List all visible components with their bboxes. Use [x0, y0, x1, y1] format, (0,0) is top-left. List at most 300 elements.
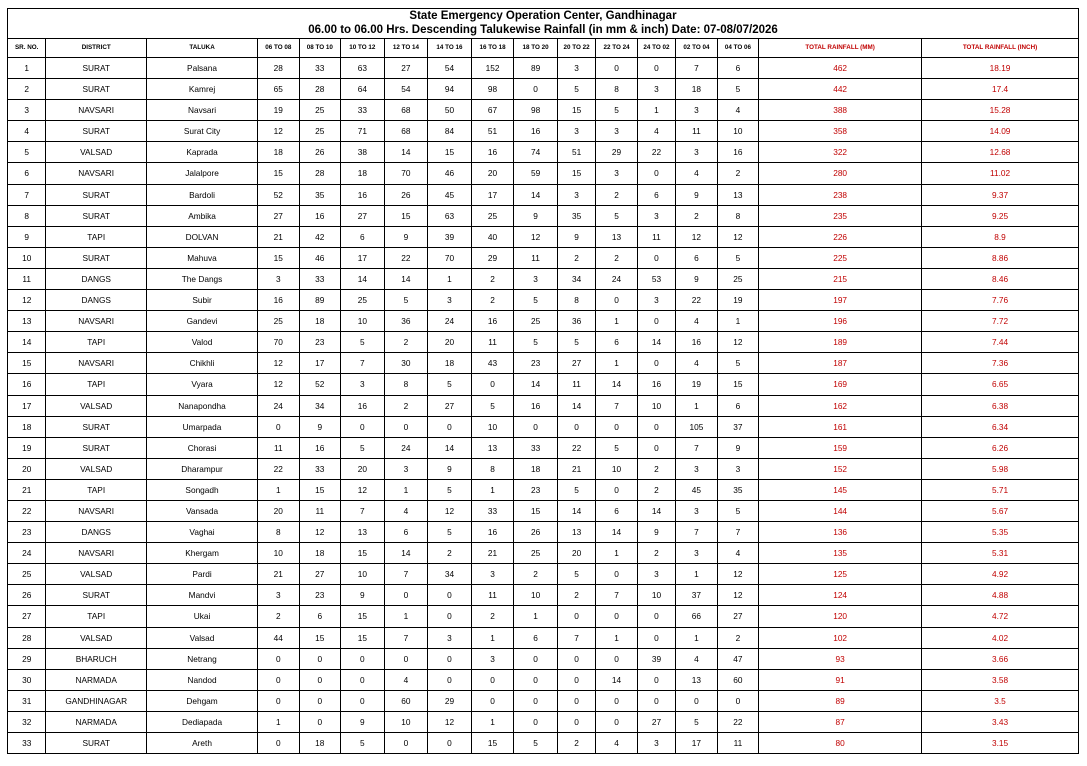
cell-h22-24: 1 [596, 353, 638, 374]
table-row [8, 711, 1079, 732]
cell-taluka: Mandvi [147, 585, 258, 606]
cell-h14-16: 54 [428, 58, 472, 79]
table-row [8, 79, 1079, 100]
cell-total-inch: 3.43 [922, 711, 1079, 732]
cell-h06-08: 8 [258, 522, 300, 543]
cell-sr-no: 4 [8, 121, 46, 142]
cell-h08-10: 0 [299, 648, 341, 669]
cell-h04-06: 2 [717, 163, 759, 184]
cell-h08-10: 28 [299, 163, 341, 184]
cell-h12-14: 2 [384, 395, 428, 416]
cell-h18-20: 11 [514, 247, 558, 268]
cell-h24-02: 0 [637, 416, 675, 437]
cell-h22-24: 8 [596, 79, 638, 100]
cell-h10-12: 10 [341, 311, 385, 332]
cell-total-mm: 89 [759, 690, 922, 711]
cell-sr-no: 14 [8, 332, 46, 353]
cell-h08-10: 18 [299, 543, 341, 564]
cell-h10-12: 33 [341, 100, 385, 121]
cell-h14-16: 34 [428, 564, 472, 585]
cell-h24-02: 22 [637, 142, 675, 163]
cell-h22-24: 14 [596, 669, 638, 690]
cell-h02-04: 4 [676, 353, 718, 374]
cell-h06-08: 27 [258, 205, 300, 226]
table-row [8, 585, 1079, 606]
cell-h08-10: 35 [299, 184, 341, 205]
cell-total-inch: 3.15 [922, 733, 1079, 754]
cell-h12-14: 14 [384, 142, 428, 163]
cell-taluka: Vaghai [147, 522, 258, 543]
cell-h18-20: 89 [514, 58, 558, 79]
cell-total-mm: 442 [759, 79, 922, 100]
cell-h18-20: 0 [514, 79, 558, 100]
cell-h02-04: 12 [676, 226, 718, 247]
cell-taluka: Netrang [147, 648, 258, 669]
table-row [8, 690, 1079, 711]
cell-h12-14: 4 [384, 669, 428, 690]
cell-h24-02: 3 [637, 79, 675, 100]
cell-taluka: Mahuva [147, 247, 258, 268]
cell-h12-14: 26 [384, 184, 428, 205]
cell-h12-14: 2 [384, 332, 428, 353]
cell-h14-16: 0 [428, 648, 472, 669]
cell-h08-10: 42 [299, 226, 341, 247]
cell-sr-no: 21 [8, 479, 46, 500]
cell-taluka: Pardi [147, 564, 258, 585]
cell-h16-18: 11 [471, 332, 514, 353]
cell-taluka: Chorasi [147, 437, 258, 458]
cell-h10-12: 7 [341, 500, 385, 521]
cell-h20-22: 15 [557, 100, 595, 121]
cell-sr-no: 10 [8, 247, 46, 268]
cell-total-inch: 7.72 [922, 311, 1079, 332]
cell-h24-02: 0 [637, 669, 675, 690]
cell-district: SURAT [46, 58, 147, 79]
cell-district: VALSAD [46, 564, 147, 585]
cell-h06-08: 70 [258, 332, 300, 353]
cell-total-mm: 91 [759, 669, 922, 690]
cell-h16-18: 1 [471, 479, 514, 500]
cell-district: NAVSARI [46, 543, 147, 564]
cell-h14-16: 39 [428, 226, 472, 247]
header-h08-10: 08 TO 10 [299, 39, 341, 58]
cell-total-inch: 7.44 [922, 332, 1079, 353]
cell-h18-20: 74 [514, 142, 558, 163]
cell-h04-06: 6 [717, 395, 759, 416]
cell-h10-12: 12 [341, 479, 385, 500]
cell-h10-12: 0 [341, 669, 385, 690]
cell-h02-04: 11 [676, 121, 718, 142]
cell-district: TAPI [46, 332, 147, 353]
cell-h06-08: 0 [258, 690, 300, 711]
cell-h24-02: 2 [637, 479, 675, 500]
table-row [8, 500, 1079, 521]
cell-total-mm: 162 [759, 395, 922, 416]
cell-total-inch: 6.38 [922, 395, 1079, 416]
report-title: State Emergency Operation Center, Gandhinagar [8, 9, 1079, 24]
cell-h18-20: 59 [514, 163, 558, 184]
cell-h04-06: 5 [717, 79, 759, 100]
cell-sr-no: 28 [8, 627, 46, 648]
cell-h20-22: 20 [557, 543, 595, 564]
cell-taluka: Vyara [147, 374, 258, 395]
cell-taluka: Vansada [147, 500, 258, 521]
table-row [8, 648, 1079, 669]
cell-district: VALSAD [46, 395, 147, 416]
cell-h16-18: 2 [471, 606, 514, 627]
cell-h18-20: 98 [514, 100, 558, 121]
cell-h20-22: 5 [557, 564, 595, 585]
cell-taluka: Navsari [147, 100, 258, 121]
cell-h18-20: 25 [514, 311, 558, 332]
cell-h20-22: 2 [557, 247, 595, 268]
cell-h06-08: 0 [258, 416, 300, 437]
cell-h22-24: 24 [596, 268, 638, 289]
cell-h14-16: 18 [428, 353, 472, 374]
cell-h22-24: 1 [596, 543, 638, 564]
cell-h10-12: 15 [341, 627, 385, 648]
cell-h22-24: 1 [596, 311, 638, 332]
cell-h08-10: 27 [299, 564, 341, 585]
cell-district: GANDHINAGAR [46, 690, 147, 711]
cell-h14-16: 5 [428, 374, 472, 395]
cell-total-mm: 197 [759, 290, 922, 311]
table-row [8, 395, 1079, 416]
cell-district: SURAT [46, 416, 147, 437]
cell-total-mm: 215 [759, 268, 922, 289]
cell-h16-18: 20 [471, 163, 514, 184]
cell-h24-02: 14 [637, 500, 675, 521]
table-row [8, 458, 1079, 479]
cell-h12-14: 14 [384, 543, 428, 564]
cell-h20-22: 3 [557, 58, 595, 79]
cell-h14-16: 14 [428, 437, 472, 458]
cell-h14-16: 63 [428, 205, 472, 226]
cell-h06-08: 11 [258, 437, 300, 458]
cell-h08-10: 0 [299, 711, 341, 732]
cell-h20-22: 22 [557, 437, 595, 458]
cell-h24-02: 11 [637, 226, 675, 247]
table-row [8, 669, 1079, 690]
cell-h22-24: 0 [596, 58, 638, 79]
header-h14-16: 14 TO 16 [428, 39, 472, 58]
cell-h16-18: 10 [471, 416, 514, 437]
cell-sr-no: 18 [8, 416, 46, 437]
cell-h02-04: 1 [676, 395, 718, 416]
cell-h24-02: 3 [637, 733, 675, 754]
cell-h16-18: 98 [471, 79, 514, 100]
cell-h08-10: 6 [299, 606, 341, 627]
cell-total-mm: 159 [759, 437, 922, 458]
cell-h22-24: 14 [596, 522, 638, 543]
cell-district: DANGS [46, 268, 147, 289]
cell-h24-02: 10 [637, 585, 675, 606]
cell-taluka: Nandod [147, 669, 258, 690]
cell-total-mm: 120 [759, 606, 922, 627]
cell-sr-no: 15 [8, 353, 46, 374]
cell-h04-06: 12 [717, 585, 759, 606]
cell-total-mm: 87 [759, 711, 922, 732]
cell-total-mm: 161 [759, 416, 922, 437]
cell-sr-no: 33 [8, 733, 46, 754]
cell-district: SURAT [46, 184, 147, 205]
cell-total-mm: 358 [759, 121, 922, 142]
cell-h02-04: 3 [676, 142, 718, 163]
table-row [8, 58, 1079, 79]
table-row [8, 311, 1079, 332]
cell-h06-08: 15 [258, 247, 300, 268]
cell-sr-no: 3 [8, 100, 46, 121]
cell-h14-16: 27 [428, 395, 472, 416]
cell-h16-18: 17 [471, 184, 514, 205]
cell-h10-12: 20 [341, 458, 385, 479]
cell-h02-04: 2 [676, 205, 718, 226]
cell-sr-no: 6 [8, 163, 46, 184]
cell-district: NAVSARI [46, 100, 147, 121]
cell-h04-06: 1 [717, 311, 759, 332]
cell-h14-16: 3 [428, 627, 472, 648]
cell-h06-08: 52 [258, 184, 300, 205]
cell-district: TAPI [46, 226, 147, 247]
cell-h16-18: 2 [471, 290, 514, 311]
cell-h12-14: 68 [384, 121, 428, 142]
cell-h18-20: 0 [514, 648, 558, 669]
header-taluka: TALUKA [147, 39, 258, 58]
cell-h24-02: 9 [637, 522, 675, 543]
cell-h10-12: 15 [341, 543, 385, 564]
cell-h06-08: 3 [258, 268, 300, 289]
cell-h06-08: 20 [258, 500, 300, 521]
cell-h18-20: 9 [514, 205, 558, 226]
cell-total-inch: 8.46 [922, 268, 1079, 289]
cell-h12-14: 9 [384, 226, 428, 247]
cell-taluka: Valsad [147, 627, 258, 648]
table-row [8, 733, 1079, 754]
header-total-mm: TOTAL RAINFALL (MM) [759, 39, 922, 58]
rainfall-table [7, 8, 1079, 754]
cell-h10-12: 13 [341, 522, 385, 543]
cell-h20-22: 15 [557, 163, 595, 184]
table-header-row [8, 39, 1079, 58]
cell-h20-22: 7 [557, 627, 595, 648]
cell-h22-24: 0 [596, 416, 638, 437]
cell-h22-24: 7 [596, 395, 638, 416]
cell-district: VALSAD [46, 142, 147, 163]
cell-h10-12: 16 [341, 395, 385, 416]
cell-sr-no: 19 [8, 437, 46, 458]
cell-h14-16: 0 [428, 585, 472, 606]
cell-h10-12: 0 [341, 416, 385, 437]
cell-h18-20: 0 [514, 690, 558, 711]
cell-h18-20: 33 [514, 437, 558, 458]
cell-h08-10: 46 [299, 247, 341, 268]
cell-total-mm: 238 [759, 184, 922, 205]
cell-taluka: Ambika [147, 205, 258, 226]
cell-h12-14: 60 [384, 690, 428, 711]
cell-h20-22: 0 [557, 711, 595, 732]
cell-total-inch: 5.98 [922, 458, 1079, 479]
cell-h06-08: 3 [258, 585, 300, 606]
cell-district: NARMADA [46, 711, 147, 732]
cell-total-inch: 18.19 [922, 58, 1079, 79]
cell-h24-02: 3 [637, 564, 675, 585]
cell-h22-24: 10 [596, 458, 638, 479]
cell-h24-02: 3 [637, 205, 675, 226]
cell-h14-16: 5 [428, 522, 472, 543]
cell-h16-18: 8 [471, 458, 514, 479]
cell-h18-20: 5 [514, 733, 558, 754]
cell-h06-08: 19 [258, 100, 300, 121]
cell-h22-24: 0 [596, 711, 638, 732]
cell-h10-12: 16 [341, 184, 385, 205]
cell-total-mm: 196 [759, 311, 922, 332]
cell-h24-02: 53 [637, 268, 675, 289]
cell-h08-10: 16 [299, 437, 341, 458]
cell-h20-22: 0 [557, 690, 595, 711]
cell-h16-18: 3 [471, 564, 514, 585]
header-h06-08: 06 TO 08 [258, 39, 300, 58]
cell-total-mm: 152 [759, 458, 922, 479]
cell-h14-16: 84 [428, 121, 472, 142]
cell-h22-24: 13 [596, 226, 638, 247]
cell-total-mm: 80 [759, 733, 922, 754]
cell-h08-10: 33 [299, 458, 341, 479]
cell-h14-16: 0 [428, 733, 472, 754]
cell-h22-24: 0 [596, 479, 638, 500]
cell-h14-16: 15 [428, 142, 472, 163]
cell-h14-16: 12 [428, 711, 472, 732]
cell-total-mm: 102 [759, 627, 922, 648]
header-h10-12: 10 TO 12 [341, 39, 385, 58]
cell-total-inch: 9.25 [922, 205, 1079, 226]
cell-h06-08: 24 [258, 395, 300, 416]
cell-h18-20: 16 [514, 395, 558, 416]
cell-h04-06: 11 [717, 733, 759, 754]
cell-total-inch: 4.02 [922, 627, 1079, 648]
cell-h12-14: 14 [384, 268, 428, 289]
cell-h06-08: 22 [258, 458, 300, 479]
cell-total-inch: 17.4 [922, 79, 1079, 100]
cell-h04-06: 5 [717, 500, 759, 521]
cell-h16-18: 25 [471, 205, 514, 226]
cell-total-inch: 8.86 [922, 247, 1079, 268]
cell-h08-10: 15 [299, 479, 341, 500]
cell-h08-10: 0 [299, 669, 341, 690]
cell-h24-02: 27 [637, 711, 675, 732]
cell-h18-20: 18 [514, 458, 558, 479]
cell-h14-16: 1 [428, 268, 472, 289]
cell-sr-no: 22 [8, 500, 46, 521]
cell-h22-24: 0 [596, 564, 638, 585]
cell-h02-04: 22 [676, 290, 718, 311]
cell-district: NAVSARI [46, 353, 147, 374]
cell-district: SURAT [46, 205, 147, 226]
cell-h16-18: 16 [471, 311, 514, 332]
cell-h06-08: 15 [258, 163, 300, 184]
cell-h24-02: 0 [637, 311, 675, 332]
cell-h12-14: 54 [384, 79, 428, 100]
cell-h18-20: 5 [514, 332, 558, 353]
cell-h16-18: 16 [471, 522, 514, 543]
cell-district: BHARUCH [46, 648, 147, 669]
cell-total-inch: 6.34 [922, 416, 1079, 437]
cell-h02-04: 16 [676, 332, 718, 353]
cell-taluka: Umarpada [147, 416, 258, 437]
cell-h18-20: 5 [514, 290, 558, 311]
table-row [8, 564, 1079, 585]
cell-h02-04: 1 [676, 627, 718, 648]
cell-h20-22: 5 [557, 332, 595, 353]
cell-h24-02: 0 [637, 247, 675, 268]
cell-h14-16: 9 [428, 458, 472, 479]
cell-taluka: Subir [147, 290, 258, 311]
cell-h08-10: 26 [299, 142, 341, 163]
header-h04-06: 04 TO 06 [717, 39, 759, 58]
cell-total-inch: 4.92 [922, 564, 1079, 585]
cell-h04-06: 7 [717, 522, 759, 543]
cell-h20-22: 14 [557, 395, 595, 416]
cell-total-inch: 7.36 [922, 353, 1079, 374]
cell-h14-16: 0 [428, 416, 472, 437]
cell-h16-18: 1 [471, 711, 514, 732]
cell-h06-08: 12 [258, 353, 300, 374]
cell-district: TAPI [46, 606, 147, 627]
cell-h24-02: 6 [637, 184, 675, 205]
cell-h04-06: 47 [717, 648, 759, 669]
cell-sr-no: 30 [8, 669, 46, 690]
cell-total-inch: 14.09 [922, 121, 1079, 142]
cell-h16-18: 0 [471, 374, 514, 395]
cell-h22-24: 5 [596, 437, 638, 458]
cell-total-mm: 125 [759, 564, 922, 585]
cell-h08-10: 12 [299, 522, 341, 543]
cell-district: NAVSARI [46, 500, 147, 521]
cell-h22-24: 5 [596, 100, 638, 121]
table-row [8, 290, 1079, 311]
cell-sr-no: 32 [8, 711, 46, 732]
cell-total-inch: 3.66 [922, 648, 1079, 669]
header-sr-no: SR. NO. [8, 39, 46, 58]
cell-h04-06: 16 [717, 142, 759, 163]
cell-h14-16: 70 [428, 247, 472, 268]
cell-district: VALSAD [46, 627, 147, 648]
cell-h12-14: 5 [384, 290, 428, 311]
cell-h02-04: 7 [676, 58, 718, 79]
cell-total-mm: 187 [759, 353, 922, 374]
cell-h04-06: 60 [717, 669, 759, 690]
cell-h18-20: 14 [514, 374, 558, 395]
cell-h06-08: 21 [258, 564, 300, 585]
cell-h06-08: 1 [258, 711, 300, 732]
report-subtitle: 06.00 to 06.00 Hrs. Descending Talukewise Rainfall (in mm & inch) Date: 07-08/07/2026 [8, 23, 1079, 39]
table-row [8, 121, 1079, 142]
cell-h20-22: 14 [557, 500, 595, 521]
cell-h20-22: 5 [557, 79, 595, 100]
cell-h04-06: 22 [717, 711, 759, 732]
cell-h02-04: 6 [676, 247, 718, 268]
cell-h02-04: 4 [676, 311, 718, 332]
cell-h12-14: 0 [384, 585, 428, 606]
cell-h12-14: 24 [384, 437, 428, 458]
cell-h08-10: 34 [299, 395, 341, 416]
cell-h08-10: 33 [299, 58, 341, 79]
cell-total-mm: 136 [759, 522, 922, 543]
table-row [8, 522, 1079, 543]
cell-h24-02: 0 [637, 437, 675, 458]
cell-h04-06: 3 [717, 458, 759, 479]
cell-h08-10: 52 [299, 374, 341, 395]
header-h16-18: 16 TO 18 [471, 39, 514, 58]
